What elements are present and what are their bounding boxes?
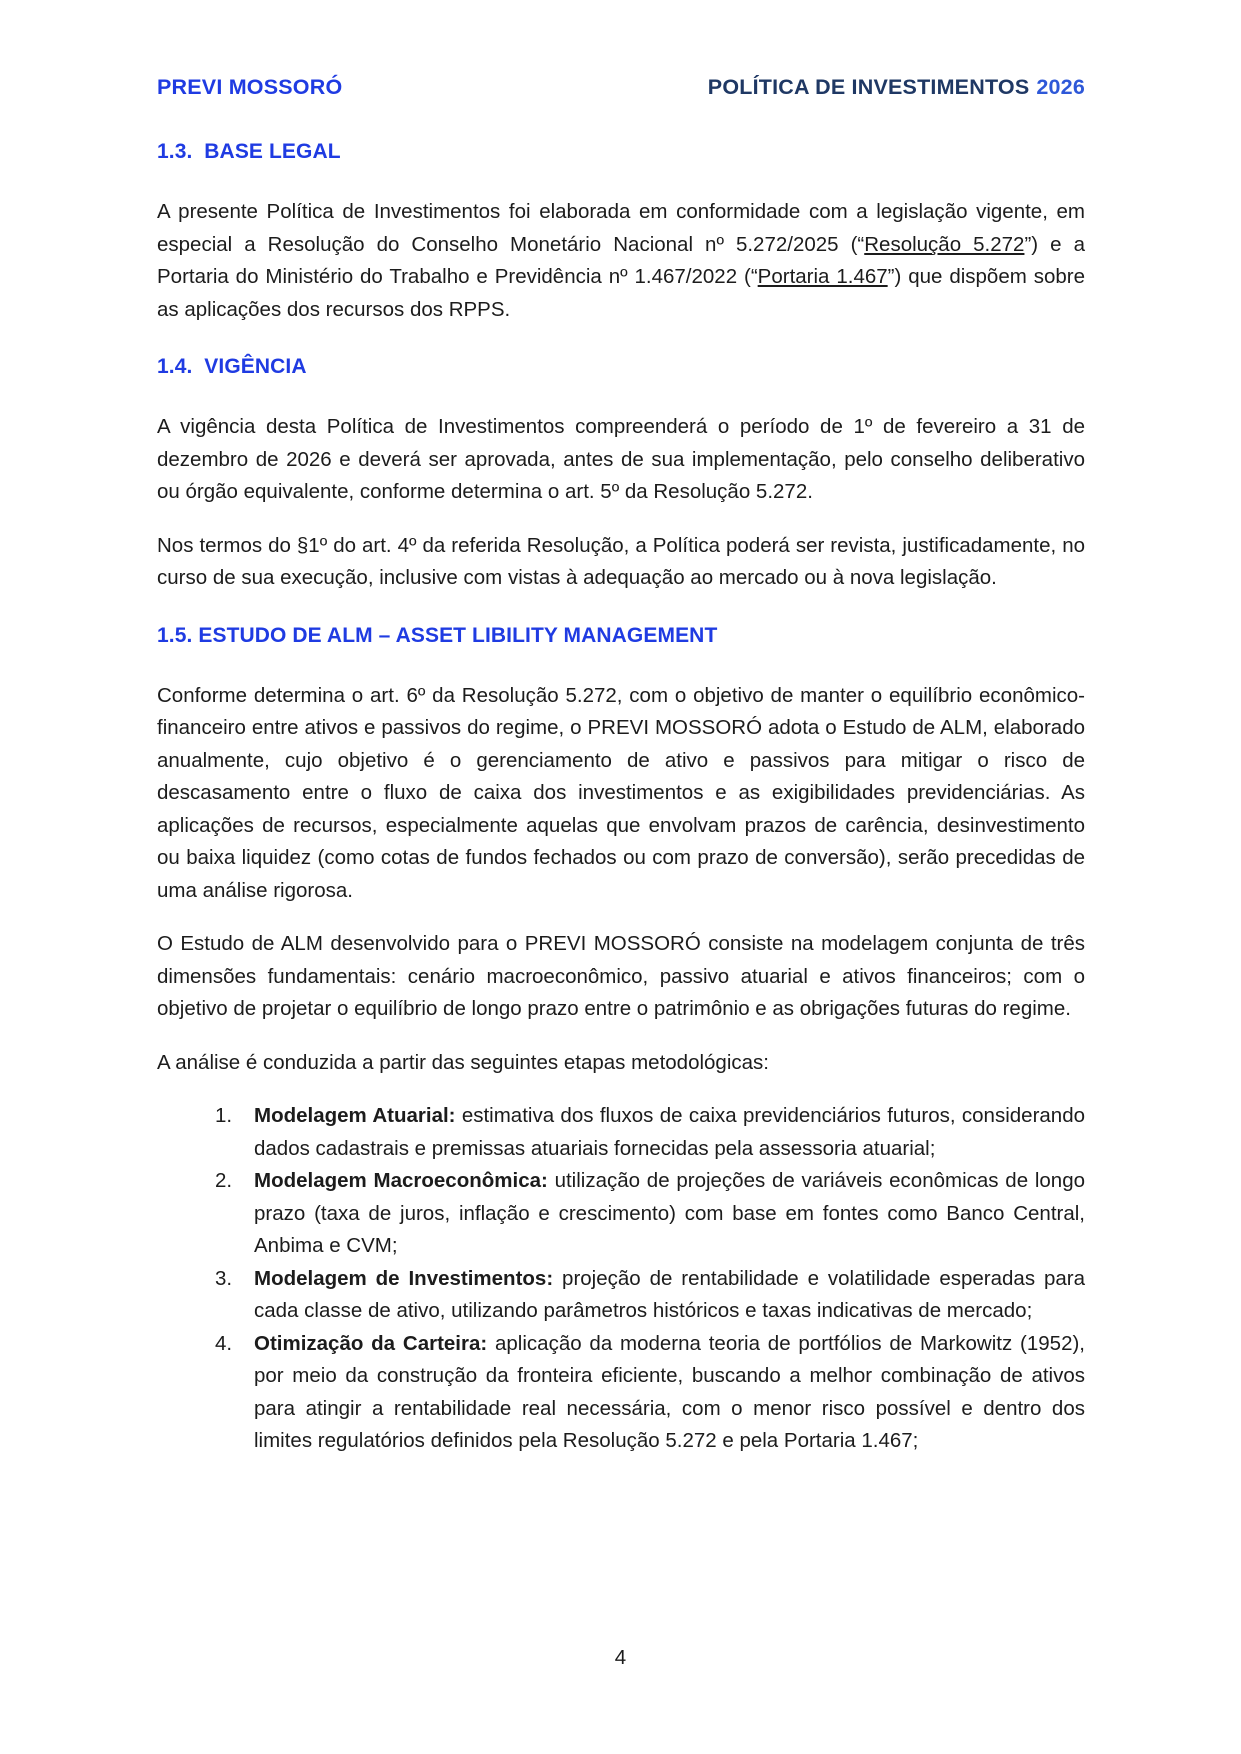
list-item [157,1263,1085,1328]
paragraph-alm-3: A análise é conduzida a partir das seguintes etapas metodológicas: [157,1050,769,1074]
section-heading-vigencia: 1.4. VIGÊNCIA [157,355,307,378]
methodology-list [157,1100,1085,1458]
section-heading-base-legal: 1.3. BASE LEGAL [157,140,341,163]
page-header [157,73,1085,101]
list-item [157,1328,1085,1458]
list-item-number: 3. [215,1266,233,1290]
header-brand: PREVI MOSSORÓ [157,75,343,99]
list-item-text: Modelagem Macroeconômica: utilização de projeções de variáveis econômicas de longo prazo (taxa de juros, inflação e crescimento) com base em fontes como Banco Central, Anbima e CVM; [254,1169,1086,1257]
list-item-text: Modelagem de Investimentos: projeção de rentabilidade e volatilidade esperadas para cada classe de ativo, utilizando parâmetros históricos e taxas indicativas de mercado; [254,1266,1085,1322]
list-item-text: Otimização da Carteira: aplicação da moderna teoria de portfólios de Markowitz (1952), por meio da construção da fronteira eficiente, buscando a melhor combinação de ativos para atingir a rentabilidade real necessária, com o menor risco possível e dentro dos limites regulatórios definidos pela Resolução 5.272 e pela Portaria 1.467; [254,1331,1085,1452]
header-title-text: POLÍTICA DE INVESTIMENTOS [707,75,1030,99]
page-number: 4 [614,1646,627,1669]
paragraph-alm-1: Conforme determina o art. 6º da Resolução 5.272, com o objetivo de manter o equilíbrio econômico-financeiro entre ativos e passivos do regime, o PREVI MOSSORÓ adota o Estudo de ALM, elaborado anualmente, cujo objetivo é o gerenciamento de ativo e passivos para mitigar o risco de descasamento entre o fluxo de caixa dos investimentos e as exigibilidades previdenciárias. As aplicações de recursos, especialmente aquelas que envolvam prazos de carência, desinvestimento ou baixa liquidez (como cotas de fundos fechados ou com prazo de conversão), serão precedidas de uma análise rigorosa. [157,683,1085,902]
header-year: 2026 [1036,75,1085,99]
page-footer [0,1642,1241,1675]
list-item-number: 1. [215,1104,233,1127]
list-item-number: 4. [215,1331,233,1355]
paragraph-vigencia-2: Nos termos do §1º do art. 4º da referida Resolução, a Política poderá ser revista, justificadamente, no curso de sua execução, inclusive com vistas à adequação ao mercado ou à nova legislação. [157,533,1085,589]
paragraph-alm-2: O Estudo de ALM desenvolvido para o PREVI MOSSORÓ consiste na modelagem conjunta de três dimensões fundamentais: cenário macroeconômico, passivo atuarial e ativos financeiros; com o objetivo de projetar o equilíbrio de longo prazo entre o patrimônio e as obrigações futuras do regime. [157,932,1085,1020]
list-item [157,1165,1085,1263]
paragraph-vigencia-1: A vigência desta Política de Investimentos compreenderá o período de 1º de fevereiro a 31 de dezembro de 2026 e deverá ser aprovada, antes de sua implementação, pelo conselho deliberativo ou órgão equivalente, conforme determina o art. 5º da Resolução 5.272. [157,415,1085,503]
section-heading-estudo-alm: 1.5. ESTUDO DE ALM – ASSET LIBILITY MANAGEMENT [157,623,718,647]
list-item [157,1100,1085,1165]
list-item-text: Modelagem Atuarial: estimativa dos fluxos de caixa previdenciários futuros, considerando dados cadastrais e premissas atuariais fornecidas pela assessoria atuarial; [254,1104,1085,1160]
paragraph-base-legal: A presente Política de Investimentos foi elaborada em conformidade com a legislação vigente, em especial a Resolução do Conselho Monetário Nacional nº 5.272/2025 (“Resolução 5.272”) e a Portaria do Ministério do Trabalho e Previdência nº 1.467/2022 (“Portaria 1.467”) que dispõem sobre as aplicações dos recursos dos RPPS. [157,200,1085,321]
header-document-title [708,73,1085,101]
list-item-number: 2. [215,1169,233,1192]
